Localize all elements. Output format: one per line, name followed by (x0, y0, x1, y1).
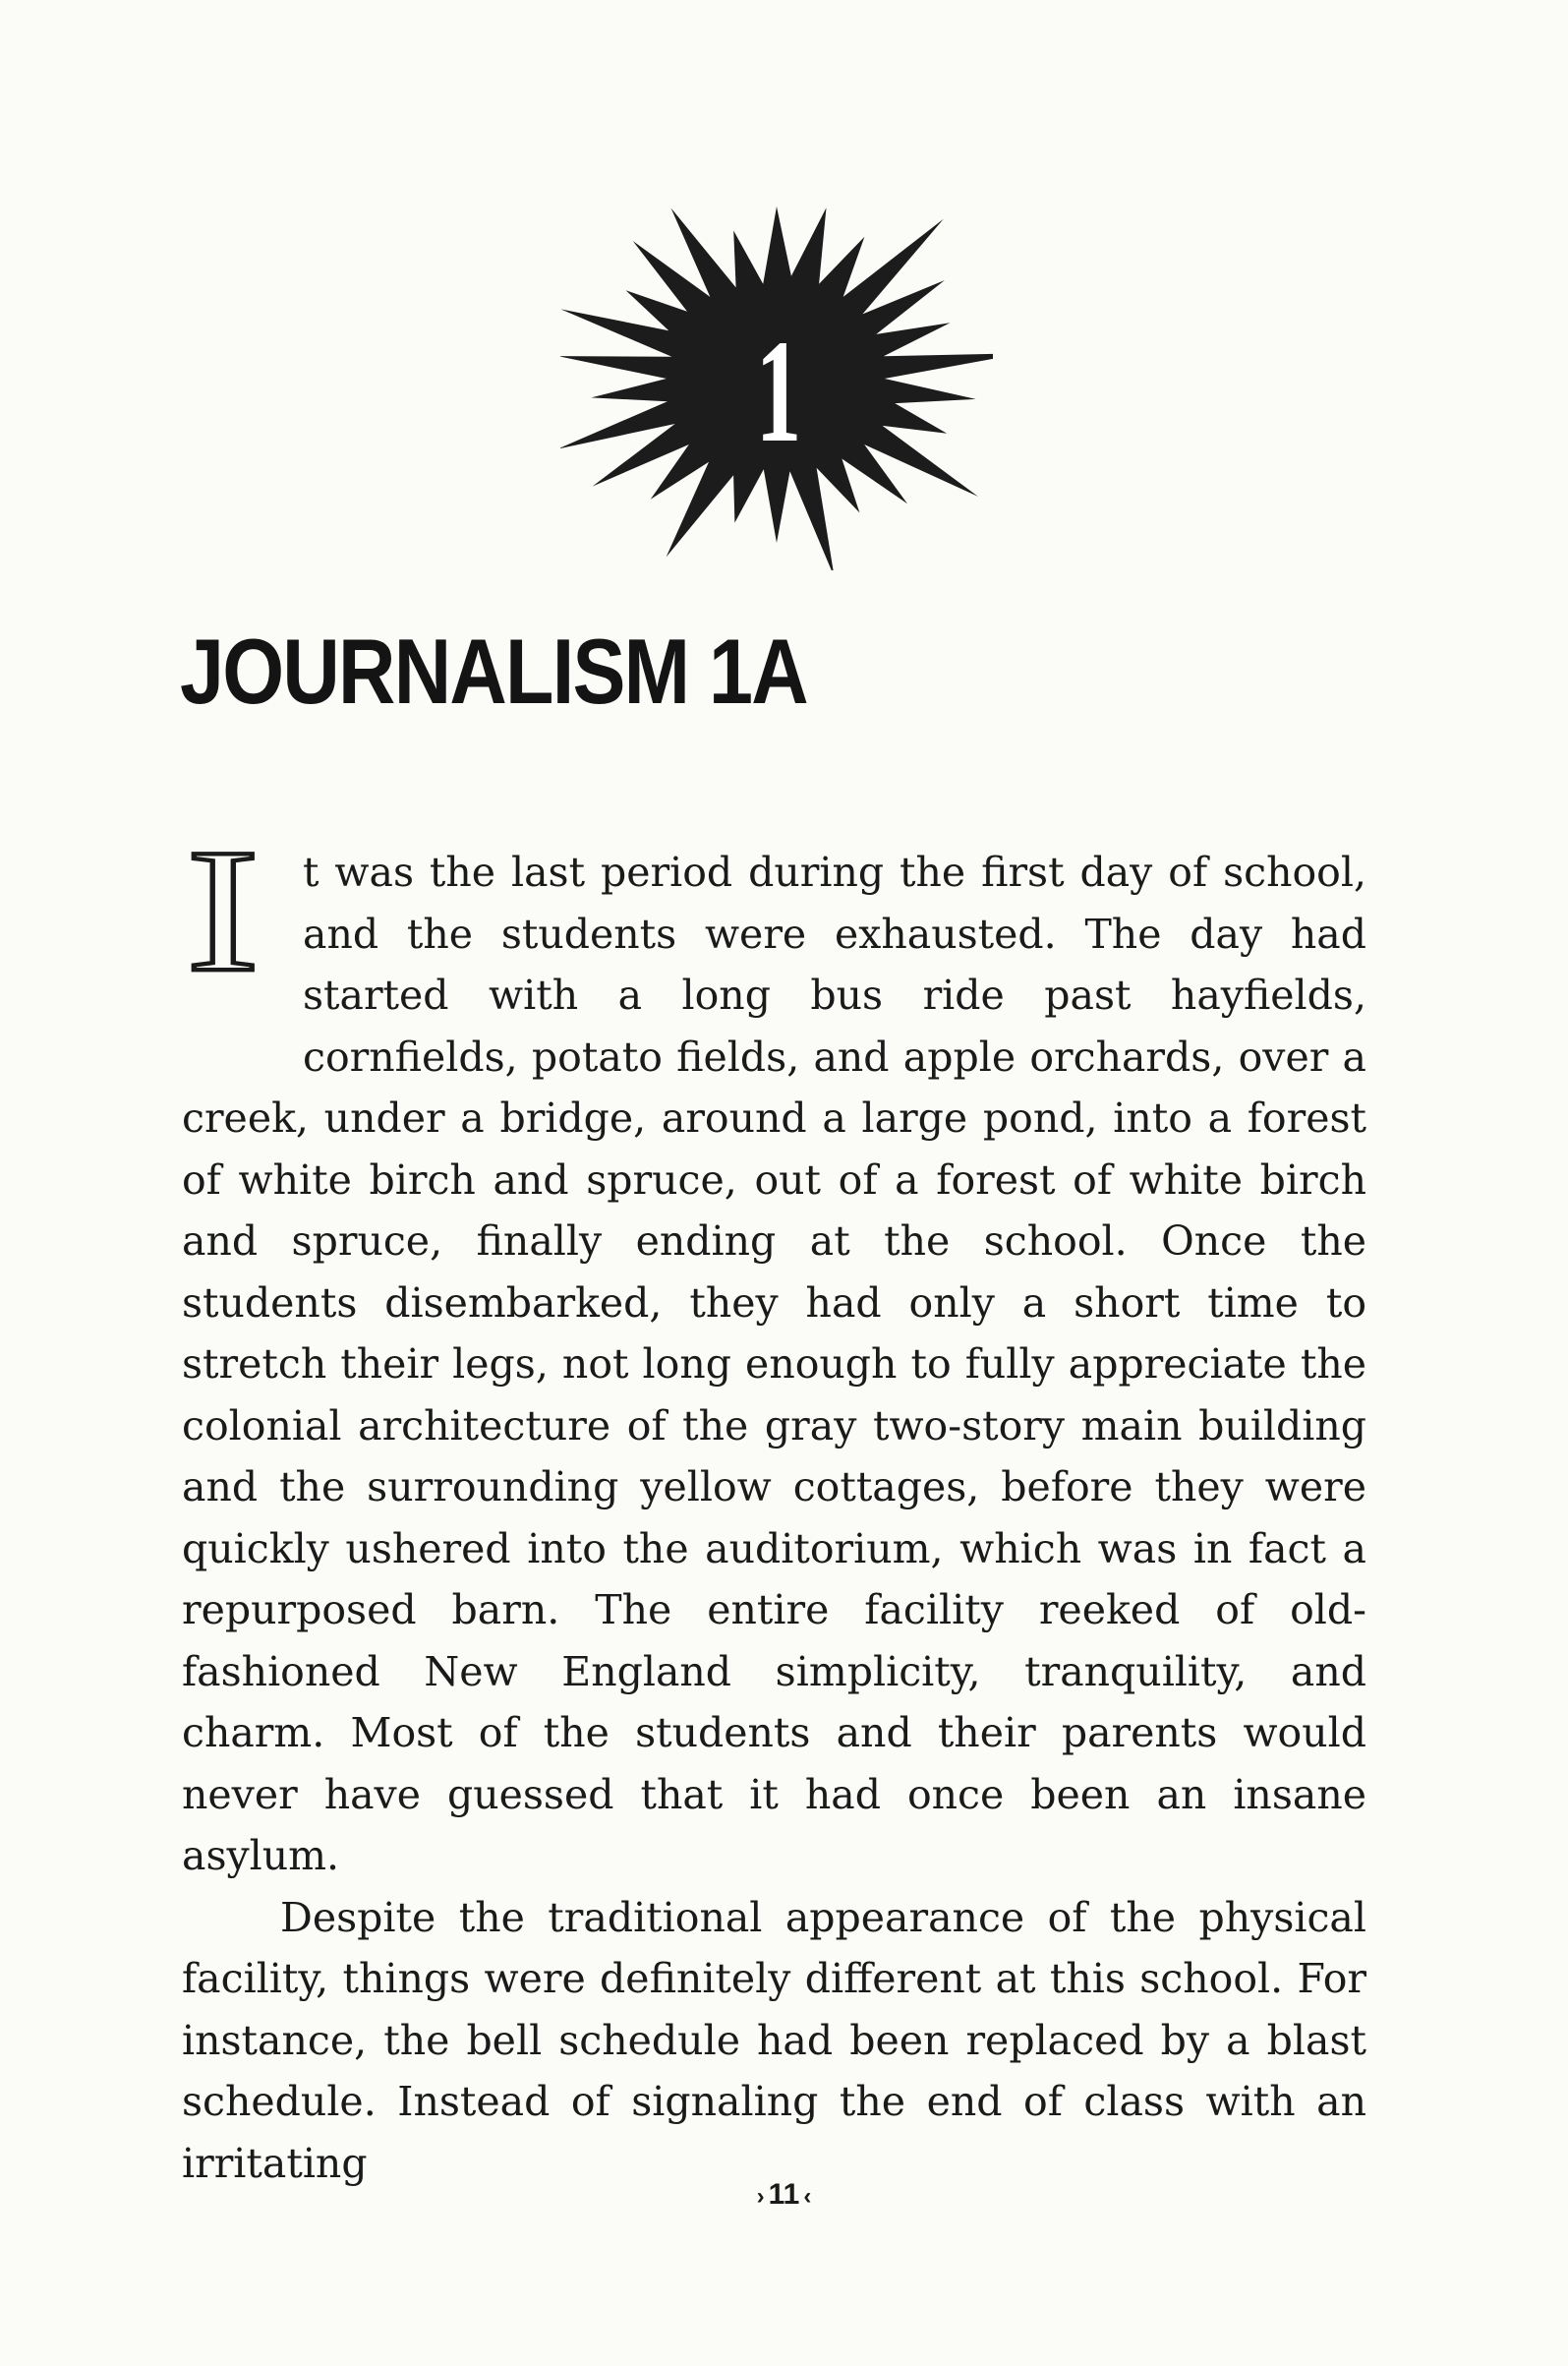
page-folio (0, 2178, 1568, 2212)
chapter-body (182, 842, 1366, 2194)
drop-cap (179, 844, 295, 1027)
paragraph-1 (182, 842, 1366, 1887)
chapter-number-starburst (560, 197, 993, 570)
page-number: 11 (768, 2178, 800, 2211)
chapter-number: 1 (755, 309, 802, 473)
chapter-title: JOURNALISM 1A (180, 620, 807, 723)
svg-text:I: I (186, 844, 261, 1009)
paragraph-1-text: t was the last period during the first day of school, and the students were exhausted. The day had started with a long bus ride past hayfields, cornfields, potato fields, and apple orchards, over a creek, under a bridge, around a large pond, into a forest of white birch and spruce, out of a forest of white birch and spruce, finally ending at the school. Once the students disembarked, they had only a short time to stretch their legs, not long enough to fully appreciate the colonial architecture of the gray two-story main building and the surrounding yellow cottages, before they were quickly ushered into the auditorium, which was in fact a repurposed barn. The entire facility reeked of old-fashioned New England simplicity, tranquility, and charm. Most of the students and their parents would never have guessed that it had once been an insane asylum. (182, 849, 1366, 1879)
paragraph-2: Despite the traditional appearance of the physical facility, things were definitely different at this school. For instance, the bell schedule had been replaced by a blast schedule. Instead of signaling the end of class with an irritating (182, 1893, 1366, 2187)
folio-left-ornament: › (756, 2183, 765, 2210)
starburst-icon (560, 197, 993, 570)
folio-right-ornament: ‹ (803, 2183, 812, 2210)
drop-cap-letter-i (179, 844, 295, 1027)
